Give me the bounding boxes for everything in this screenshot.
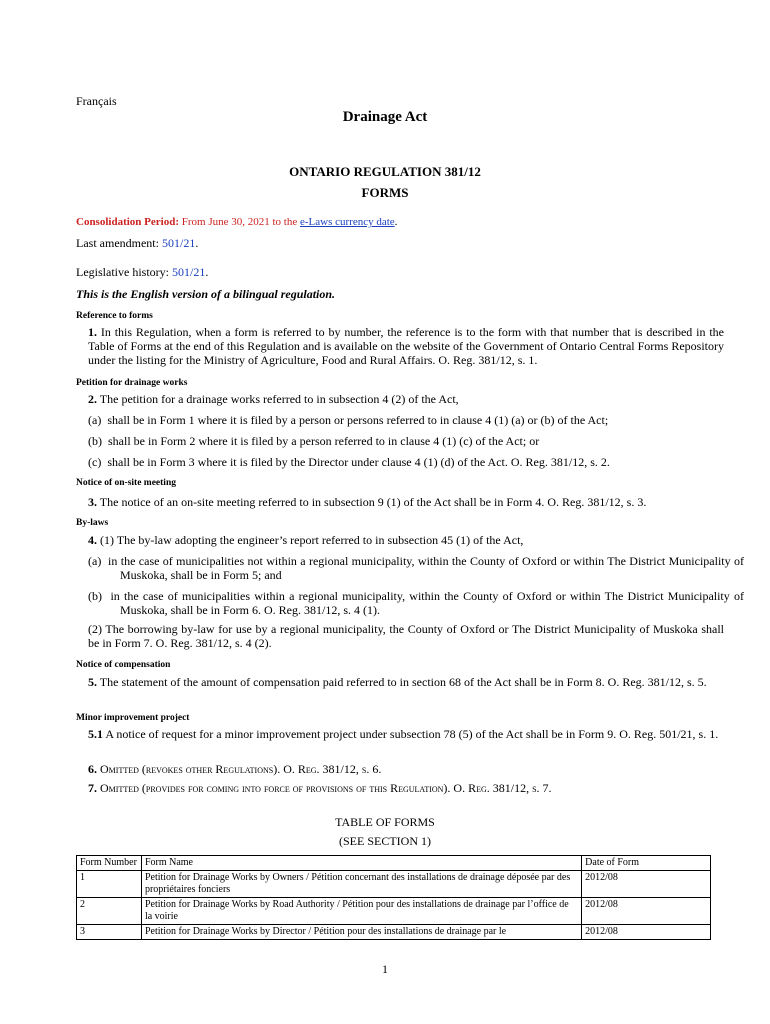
section-7-number: 7. (88, 781, 97, 795)
consolidation-text: From June 30, 2021 to the (178, 216, 300, 228)
section-5-1-text: A notice of request for a minor improvement project under subsection 78 (5) of the Act shall be in Form 9. O. Reg. 501/21, s. 1. (103, 727, 719, 741)
last-amendment-end: . (195, 236, 199, 250)
form-date: 2012/08 (582, 871, 711, 898)
section-5-1 (76, 727, 724, 741)
section-6-number: 6. (88, 762, 97, 776)
form-number: 3 (77, 925, 142, 940)
section-2-text: The petition for a drainage works referred to in subsection 4 (2) of the Act, (97, 392, 459, 406)
history-label: Legislative history: (76, 265, 172, 279)
consolidation-label: Consolidation Period: (76, 216, 179, 228)
section-2 (76, 392, 724, 406)
table-row (77, 925, 711, 940)
section-5-text: The statement of the amount of compensation paid referred to in section 68 of the Act shall be in Form 8. O. Reg. 381/12, s. 5. (97, 675, 707, 689)
header-date: Date of Form (582, 856, 711, 871)
history-end: . (205, 265, 209, 279)
table-row (77, 898, 711, 925)
section-2-number: 2. (88, 392, 97, 406)
section-7-text: Omitted (provides for coming into force of provisions of this Regulation). O. Reg. 381/12, s. 7. (97, 781, 552, 795)
section-1 (76, 325, 724, 367)
section-4-subsection-2: (2) The borrowing by-law for use by a regional municipality, the County of Oxford or The District Municipality of Muskoka shall be in Form 7. O. Reg. 381/12, s. 4 (2). (88, 622, 724, 650)
section-2-clause-c: (c) shall be in Form 3 where it is filed by the Director under clause 4 (1) (d) of the Act. O. Reg. 381/12, s. 2. (88, 455, 610, 469)
section-1-number: 1. (88, 325, 97, 339)
heading-onsite-meeting: Notice of on-site meeting (76, 478, 176, 488)
section-4-text: (1) The by-law adopting the engineer’s report referred to in subsection 45 (1) of the Act, (97, 533, 524, 547)
last-amendment (76, 236, 712, 250)
section-5-number: 5. (88, 675, 97, 689)
heading-petition: Petition for drainage works (76, 378, 188, 388)
form-number: 2 (77, 898, 142, 925)
section-3 (76, 495, 724, 509)
last-amendment-label: Last amendment: (76, 236, 162, 250)
regulation-subtitle: FORMS (361, 185, 409, 200)
heading-reference-to-forms: Reference to forms (76, 311, 153, 321)
act-title: Drainage Act (342, 109, 428, 125)
form-number: 1 (77, 871, 142, 898)
section-3-text: The notice of an on-site meeting referred to in subsection 9 (1) of the Act shall be in Form 4. O. Reg. 381/12, s. 3. (97, 495, 647, 509)
table-row (77, 871, 711, 898)
section-1-text: In this Regulation, when a form is referred to by number, the reference is to the form with that number that is described in the Table of Forms at the end of this Regulation and is available on the website of the Government of Ontario Central Forms Repository under the listing for the Ministry of Agriculture, Food and Rural Affairs. O. Reg. 381/12, s. 1. (88, 325, 724, 367)
header-form-name: Form Name (141, 856, 581, 871)
heading-by-laws: By-laws (76, 518, 109, 528)
history-link[interactable]: 501/21 (171, 265, 206, 279)
section-4-clause-b: (b) in the case of municipalities within a regional municipality, within the County of Oxford or within The District Municipality of Muskoka, shall be in Form 6. O. Reg. 381/12, s. 4 (1). (88, 589, 744, 617)
page-number: 1 (382, 962, 388, 976)
section-3-number: 3. (88, 495, 97, 509)
heading-compensation: Notice of compensation (76, 660, 171, 670)
consolidation-period (76, 215, 712, 229)
form-name: Petition for Drainage Works by Road Authority / Pétition pour des installations de drainage par l’office de la voirie (141, 898, 581, 925)
section-6-text: Omitted (revokes other Regulations). O. Reg. 381/12, s. 6. (97, 762, 382, 776)
currency-date-link[interactable]: e-Laws currency date (299, 216, 395, 228)
table-subtitle: (SEE SECTION 1) (339, 834, 431, 848)
form-name: Petition for Drainage Works by Owners / Pétition concernant des installations de drainage déposée par des propriétaires fonciers (141, 871, 581, 898)
section-2-clause-a: (a) shall be in Form 1 where it is filed by a person or persons referred to in clause 4 (1) (a) or (b) of the Act; (88, 413, 609, 427)
header-form-number: Form Number (77, 856, 142, 871)
section-6 (76, 762, 724, 776)
heading-minor-improvement: Minor improvement project (76, 713, 190, 723)
section-7 (76, 781, 724, 795)
form-date: 2012/08 (582, 925, 711, 940)
form-date: 2012/08 (582, 898, 711, 925)
table-header-row (77, 856, 711, 871)
consolidation-end: . (394, 216, 398, 228)
table-title: TABLE OF FORMS (335, 815, 435, 829)
section-4-number: 4. (88, 533, 97, 547)
francais-link[interactable]: Français (76, 94, 117, 108)
section-4 (76, 533, 724, 547)
legislative-history (76, 265, 712, 279)
form-name: Petition for Drainage Works by Director / Pétition pour des installations de drainage par le (141, 925, 581, 940)
section-5-1-number: 5.1 (88, 727, 103, 741)
bilingual-note: This is the English version of a bilingual regulation. (76, 287, 336, 301)
last-amendment-link[interactable]: 501/21 (161, 236, 196, 250)
section-5 (76, 675, 724, 689)
section-4-clause-a: (a) in the case of municipalities not within a regional municipality, within the County of Oxford or within The District Municipality of Muskoka, shall be in Form 5; and (88, 554, 744, 582)
section-2-clause-b: (b) shall be in Form 2 where it is filed by a person referred to in clause 4 (1) (c) of the Act; or (88, 434, 540, 448)
regulation-title: ONTARIO REGULATION 381/12 (289, 164, 481, 179)
forms-table (76, 855, 711, 940)
